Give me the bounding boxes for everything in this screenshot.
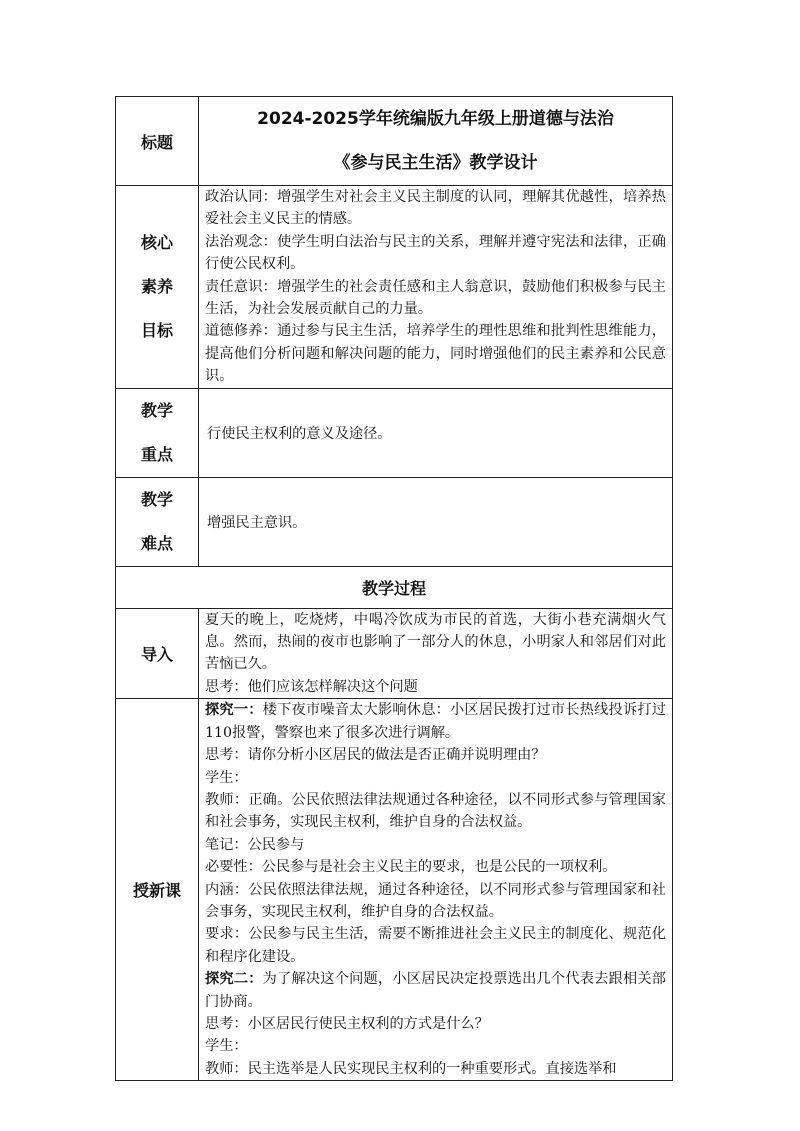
core-label-line-3: 目标 bbox=[140, 320, 173, 340]
core-item-responsibility: 责任意识：增强学生的社会责任感和主人翁意识，鼓励他们积极参与民主生活，为社会发展贡献自己的力量。 bbox=[205, 278, 666, 318]
core-literacy-row bbox=[116, 186, 673, 389]
process-heading-row bbox=[116, 566, 673, 608]
difficulty-label-line-1: 教学 bbox=[140, 489, 173, 509]
title-line-1: 2024-2025学年统编版九年级上册道德与法治 bbox=[257, 109, 614, 129]
intro-content bbox=[199, 608, 673, 699]
new-lesson-content bbox=[199, 699, 673, 1081]
core-literacy-content bbox=[199, 186, 673, 389]
explore-1-text: 楼下夜市噪音太大影响休息：小区居民拨打过市长热线投诉打过110报警，警察也来了很多次进行调解。 bbox=[205, 702, 666, 741]
difficulty-text: 增强民主意识。 bbox=[199, 477, 673, 566]
connotation: 内涵：公民依照法律法规，通过各种途径，以不同形式参与管理国家和社会事务，实现民主权利，维护自身的合法权益。 bbox=[205, 881, 666, 920]
teacher-2: 教师：民主选举是人民实现民主权利的一种重要形式。直接选举和 bbox=[205, 1060, 617, 1077]
explore-1 bbox=[205, 699, 666, 744]
intro-question: 思考：他们应该怎样解决这个问题 bbox=[205, 678, 418, 695]
key-point-label-line-2: 重点 bbox=[140, 444, 173, 464]
key-point-row bbox=[116, 388, 673, 477]
intro-label: 导入 bbox=[116, 608, 199, 699]
difficulty-row bbox=[116, 477, 673, 566]
intro-paragraph: 夏天的晚上，吃烧烤，中喝冷饮成为市民的首选，大街小巷充满烟火气息。然而，热闹的夜市也影响了一部分人的休息，小明家人和邻居们对此苦恼已久。 bbox=[205, 611, 666, 673]
question-1: 思考：请你分析小区居民的做法是否正确并说明理由？ bbox=[205, 747, 546, 764]
key-point-label-line-1: 教学 bbox=[140, 400, 173, 420]
key-point-label bbox=[116, 388, 199, 477]
difficulty-label-line-2: 难点 bbox=[140, 533, 173, 553]
title-label: 标题 bbox=[116, 97, 199, 186]
requirement: 要求：公民参与民主生活，需要不断推进社会主义民主的制度化、规范化和程序化建设。 bbox=[205, 926, 666, 965]
core-item-political: 政治认同：增强学生对社会主义民主制度的认同，理解其优越性，培养热爱社会主义民主的情感。 bbox=[205, 189, 666, 228]
lesson-plan-table bbox=[115, 96, 673, 1081]
student-1: 学生： bbox=[205, 769, 248, 786]
teacher-1: 教师：正确。公民依照法律法规通过各种途径，以不同形式参与管理国家和社会事务，实现民主权利，维护自身的合法权益。 bbox=[205, 791, 666, 831]
title-row bbox=[116, 97, 673, 186]
key-point-text: 行使民主权利的意义及途径。 bbox=[199, 388, 673, 477]
question-2: 思考：小区居民行使民主权利的方式是什么？ bbox=[205, 1015, 489, 1032]
note: 笔记：公民参与 bbox=[205, 836, 305, 853]
explore-1-head: 探究一： bbox=[205, 702, 263, 719]
new-lesson-label: 授新课 bbox=[116, 699, 199, 1081]
student-2: 学生： bbox=[205, 1038, 248, 1055]
core-label-line-2: 素养 bbox=[140, 276, 173, 296]
core-item-law: 法治观念：使学生明白法治与民主的关系，理解并遵守宪法和法律，正确行使公民权利。 bbox=[205, 233, 666, 273]
core-literacy-label bbox=[116, 186, 199, 389]
explore-2-head: 探究二： bbox=[205, 971, 263, 988]
core-item-morality: 道德修养：通过参与民主生活，培养学生的理性思维和批判性思维能力，提高他们分析问题和解决问题的能力，同时增强他们的民主素养和公民意识。 bbox=[205, 323, 666, 385]
title-line-2: 《参与民主生活》教学设计 bbox=[333, 153, 538, 173]
necessity: 必要性：公民参与是社会主义民主的要求，也是公民的一项权利。 bbox=[205, 859, 617, 876]
new-lesson-row bbox=[116, 699, 673, 1081]
process-heading: 教学过程 bbox=[116, 566, 673, 608]
title-cell bbox=[199, 97, 673, 186]
core-label-line-1: 核心 bbox=[140, 232, 173, 252]
intro-row bbox=[116, 608, 673, 699]
difficulty-label bbox=[116, 477, 199, 566]
explore-2-text: 为了解决这个问题，小区居民决定投票选出几个代表去跟相关部门协商。 bbox=[205, 971, 666, 1010]
explore-2 bbox=[205, 968, 666, 1013]
